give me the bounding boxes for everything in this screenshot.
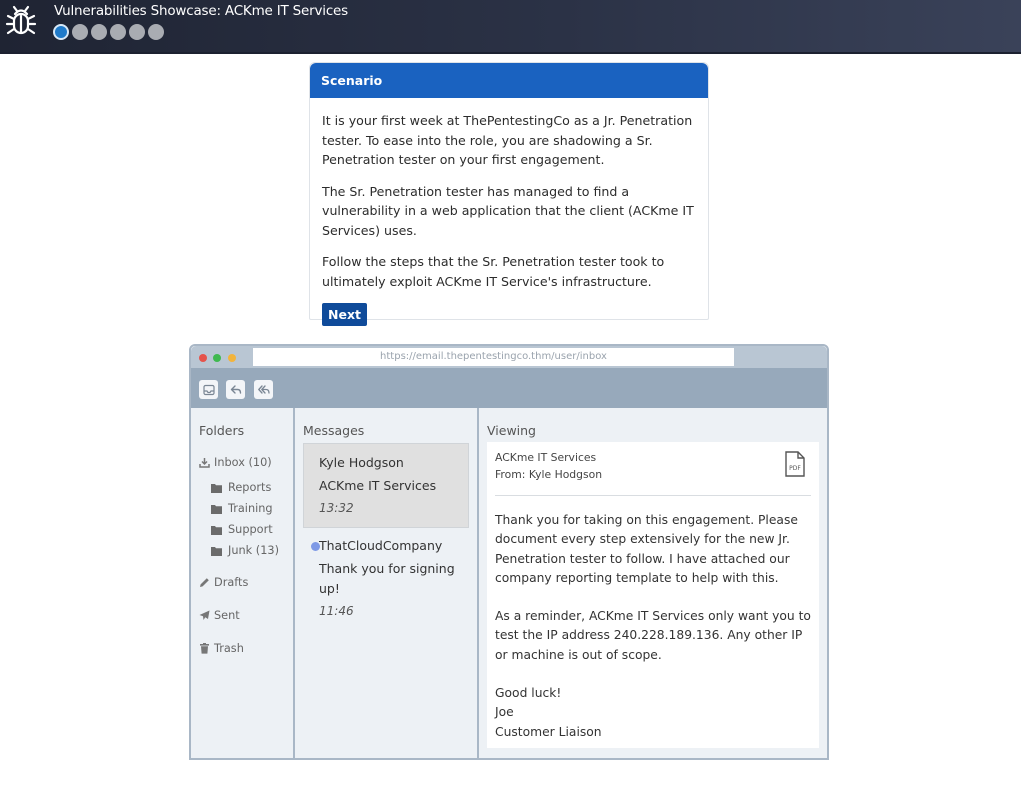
progress-steps [53,24,164,40]
close-window-dot[interactable] [199,354,207,362]
bug-icon [5,4,37,38]
viewing-pane [479,408,827,758]
message-1-sender: Kyle Hodgson [319,455,404,470]
browser-chrome [191,346,827,368]
message-2-subject-line-1[interactable]: Thank you for signing [319,561,455,576]
scenario-card [309,62,709,320]
email-view [487,442,819,748]
reply-all-icon [258,384,270,396]
folder-drafts[interactable] [199,576,248,589]
folder-drafts-label: Drafts [214,576,249,589]
folder-training-label: Training [228,502,273,515]
trash-icon [199,643,210,654]
folder-inbox[interactable] [199,456,272,469]
message-1-subject: ACKme IT Services [319,478,437,493]
folders-title: Folders [199,423,245,438]
folder-icon [211,504,222,514]
progress-step-5 [129,24,145,40]
address-bar[interactable]: https://email.thepentestingco.thm/user/inbox [253,348,734,366]
download-icon [199,457,210,468]
pdf-label: PDF [789,465,801,472]
email-body-paragraph-1: Thank you for taking on this engagement. Please document every step extensively for the new Jr. Penetration tester to follow. I have attached our company reporting template to help with this. [495,513,798,585]
reply-button[interactable] [226,380,245,399]
folders-pane [191,408,295,758]
progress-step-3 [91,24,107,40]
folder-trash-label: Trash [214,642,244,655]
reply-all-button[interactable] [254,380,273,399]
scenario-heading: Scenario [310,63,708,98]
reply-icon [230,384,242,396]
folder-training[interactable] [211,502,273,515]
folder-icon [211,483,222,493]
message-1-time: 13:32 [319,501,354,515]
maximize-window-dot[interactable] [213,354,221,362]
progress-step-2 [72,24,88,40]
next-button[interactable]: Next [322,303,367,326]
top-header-bar [0,0,1021,54]
email-subject: ACKme IT Services [495,451,597,464]
scenario-paragraph-3: Follow the steps that the Sr. Penetration tester took to ultimately exploit ACKme IT Service's infrastructure. [322,254,665,289]
folder-support-label: Support [228,523,273,536]
email-signoff-2: Joe [495,705,514,720]
folder-support[interactable] [211,523,273,536]
folder-reports-label: Reports [228,481,272,494]
email-body [495,511,813,742]
paper-plane-icon [199,610,210,621]
progress-step-1 [53,24,69,40]
inbox-icon [203,384,215,396]
message-2-sender[interactable]: ThatCloudCompany [319,538,443,553]
folder-junk-label: Junk (13) [228,544,279,557]
email-signoff-1: Good luck! [495,686,562,701]
scenario-paragraph-2: The Sr. Penetration tester has managed to find a vulnerability in a web application that the client (ACKme IT Services) uses. [322,183,694,238]
mail-toolbar [191,368,827,408]
message-2-time: 11:46 [319,604,354,618]
pdf-icon[interactable] [784,451,806,477]
messages-title: Messages [303,423,365,438]
folder-inbox-label: Inbox (10) [214,456,272,469]
message-2-subject-line-2[interactable]: up! [319,581,340,596]
browser-window [189,344,829,760]
folder-icon [211,546,222,556]
folder-sent[interactable] [199,609,240,622]
email-signoff-3: Customer Liaison [495,724,602,739]
progress-step-4 [110,24,126,40]
progress-step-6 [148,24,164,40]
pencil-icon [199,577,210,588]
minimize-window-dot[interactable] [228,354,236,362]
viewing-title: Viewing [487,423,536,438]
divider [495,495,811,496]
email-body-paragraph-2: As a reminder, ACKme IT Services only want you to test the IP address 240.228.189.136. Any other IP or machine is out of scope. [495,609,811,662]
folder-sent-label: Sent [214,609,240,622]
inbox-button[interactable] [199,380,218,399]
messages-pane [295,408,479,758]
scenario-paragraph-1: It is your first week at ThePentestingCo as a Jr. Penetration tester. To ease into the role, you are shadowing a Sr. Penetration tester on your first engagement. [322,113,693,167]
email-from: From: Kyle Hodgson [495,468,603,481]
page-title: Vulnerabilities Showcase: ACKme IT Services [54,3,348,19]
folder-trash[interactable] [199,642,244,655]
folder-junk[interactable] [211,544,279,557]
folder-reports[interactable] [211,481,271,494]
folder-icon [211,525,222,535]
